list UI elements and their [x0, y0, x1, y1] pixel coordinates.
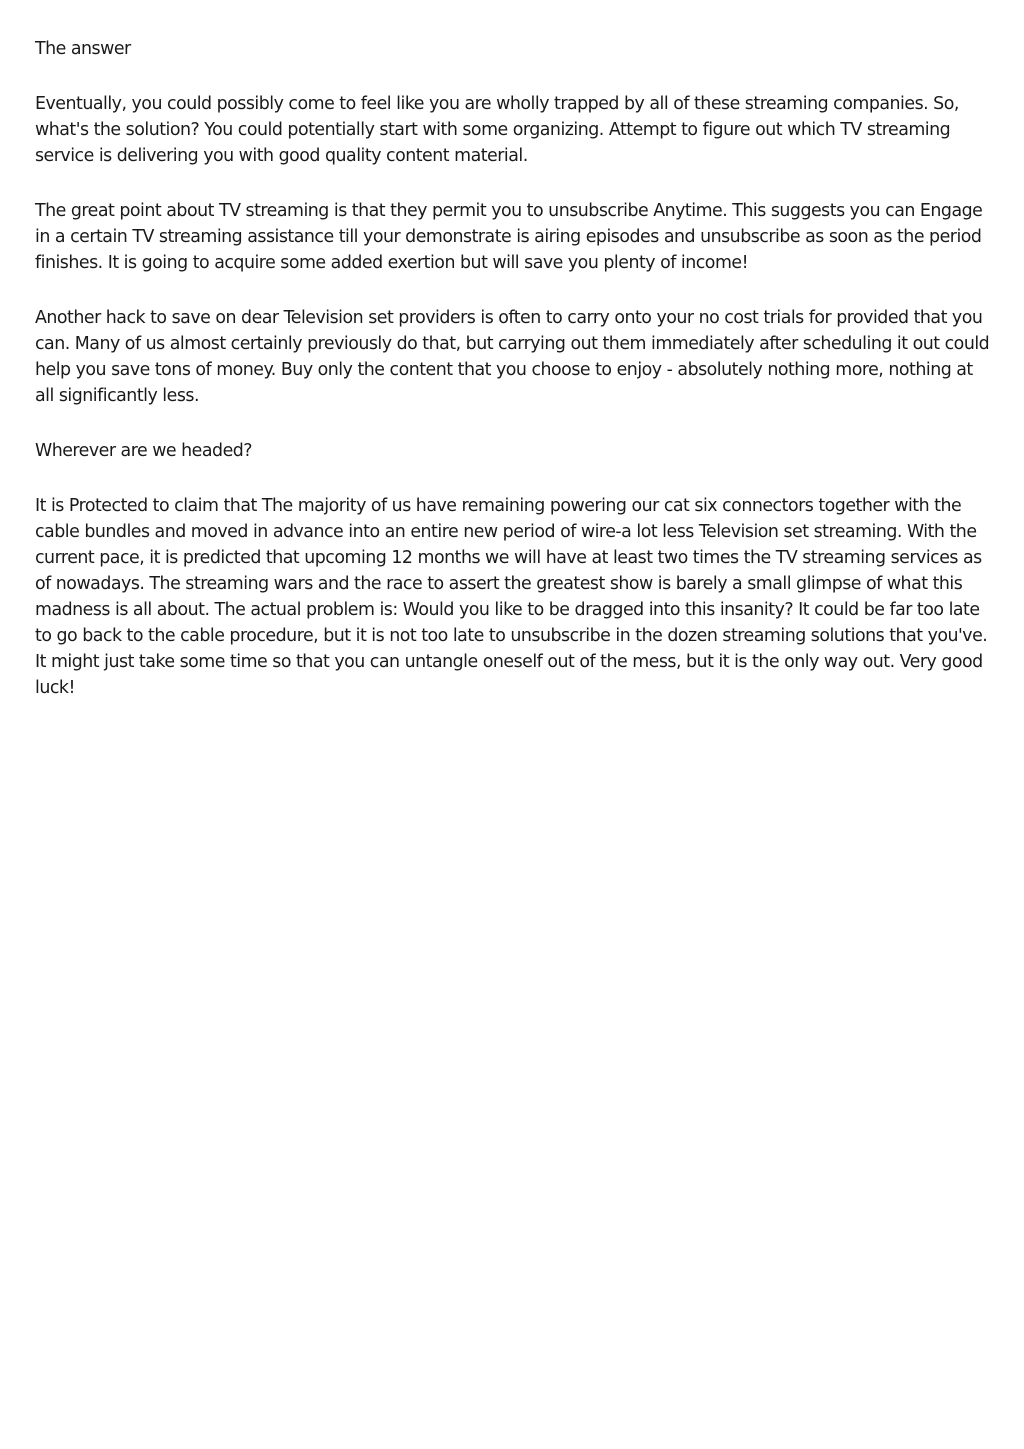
- section-heading-wherever-headed: Wherever are we headed?: [35, 441, 253, 461]
- paragraph-unsubscribe-anytime: The great point about TV streaming is that they permit you to unsubscribe Anytime. This suggests you can Engage in a certain TV streaming assistance till your demonstrate is airing episodes and unsubscribe as soon as the period finishes. It is going to acquire some added exertion but will save you plenty of income!: [35, 201, 983, 273]
- paragraph-streaming-wars: It is Protected to claim that The majority of us have remaining powering our cat six connectors together with the cable bundles and moved in advance into an entire new period of wire-a lot less Television set streaming. With the current pace, it is predicted that upcoming 12 months we will have at least two times the TV streaming services as of nowadays. The streaming wars and the race to assert the greatest show is barely a small glimpse of what this madness is all about. The actual problem is: Would you like to be dragged into this insanity? It could be far too late to go back to the cable procedure, but it is not too late to unsubscribe in the dozen streaming solutions that you've. It might just take some time so that you can untangle oneself out of the mess, but it is the only way out. Very good luck!: [35, 496, 988, 698]
- document-page: [35, 36, 995, 730]
- paragraph-solution: Eventually, you could possibly come to feel like you are wholly trapped by all of these streaming companies. So, what's the solution? You could potentially start with some organizing. Attempt to figure out which TV streaming service is delivering you with good quality content material.: [35, 94, 959, 166]
- section-heading-the-answer: The answer: [35, 39, 131, 59]
- paragraph-free-trials: Another hack to save on dear Television set providers is often to carry onto your no cost trials for provided that you can. Many of us almost certainly previously do that, but carrying out them immediately after scheduling it out could help you save tons of money. Buy only the content that you choose to enjoy - absolutely nothing more, nothing at all significantly less.: [35, 308, 990, 406]
